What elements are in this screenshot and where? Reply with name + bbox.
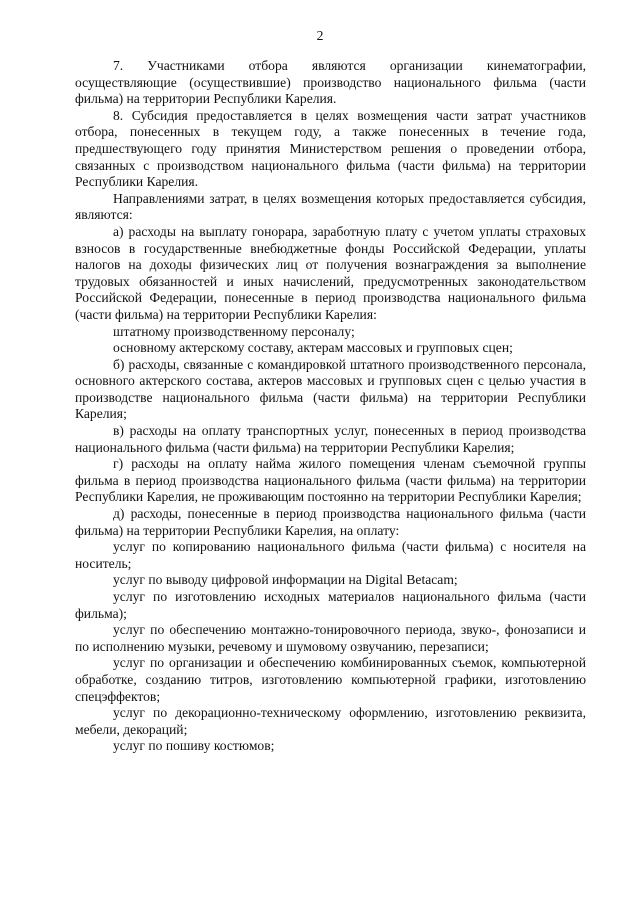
list-item-d-digital-betacam: услуг по выводу цифровой информации на Digital Betacam;	[113, 572, 458, 588]
list-item-d-set-design: услуг по декорационно-техническому оформлению, изготовлению реквизита, мебели, декораций;	[75, 705, 586, 737]
list-item-d-vfx: услуг по организации и обеспечению комбинированных съемок, компьютерной обработке, созданию титров, изготовлению компьютерной графики, изготовлению спецэффектов;	[75, 655, 586, 704]
list-item-v: в) расходы на оплату транспортных услуг, понесенных в период производства национального фильма (части фильма) на территории Республики Карелия;	[75, 423, 586, 455]
paragraph-cost-directions: Направлениями затрат, в целях возмещения которых предоставляется субсидия, являются:	[75, 190, 586, 223]
page-number: 2	[316, 28, 324, 43]
list-item-b: б) расходы, связанные с командировкой штатного производственного персонала, основного актерского состава, актеров массовых и групповых сцен с целью участия в производстве национального фильма (части фильма) на территории Республики Карелия;	[75, 356, 586, 422]
document-body	[75, 58, 586, 755]
list-item-a-actors: основному актерскому составу, актерам массовых и групповых сцен;	[113, 340, 513, 356]
list-item-d-costumes: услуг по пошиву костюмов;	[113, 738, 275, 754]
paragraph-7-participants: 7. Участниками отбора являются организации кинематографии, осуществляющие (осуществившие) производство национального фильма (части фильма) на территории Республики Карелия.	[75, 58, 586, 107]
list-item-d-sound: услуг по обеспечению монтажно-тонировочного периода, звуко-, фонозаписи и по исполнению музыки, речевому и шумовому озвучанию, перезаписи;	[75, 622, 586, 654]
list-item-d: д) расходы, понесенные в период производства национального фильма (части фильма) на территории Республики Карелия, на оплату:	[75, 506, 586, 538]
list-item-d-source-materials: услуг по изготовлению исходных материалов национального фильма (части фильма);	[75, 589, 586, 621]
list-item-d-copying: услуг по копированию национального фильма (части фильма) с носителя на носитель;	[75, 539, 586, 571]
paragraph-8-subsidy: 8. Субсидия предоставляется в целях возмещения части затрат участников отбора, понесенных в текущем году, а также понесенных в течение года, предшествующего году принятия Министерством решения о проведении отбора, связанных с производством национального фильма (части фильма) на территории Республики Карелия.	[75, 107, 586, 190]
list-item-g: г) расходы на оплату найма жилого помещения членам съемочной группы фильма в период производства национального фильма (части фильма) на территории Республики Карелия, не проживающим постоянно на территории Республики Карелия;	[75, 456, 586, 505]
list-item-a-staff: штатному производственному персоналу;	[113, 323, 355, 339]
list-item-a: а) расходы на выплату гонорара, заработную плату с учетом уплаты страховых взносов в государственные внебюджетные фонды Российской Федерации, уплаты налогов на доходы физических лиц от получения вознаграждения за выполнение трудовых обязанностей и иных начислений, предусмотренных законодательством Российской Федерации, понесенные в период производства национального фильма (части фильма) на территории Республики Карелия:	[75, 223, 586, 322]
